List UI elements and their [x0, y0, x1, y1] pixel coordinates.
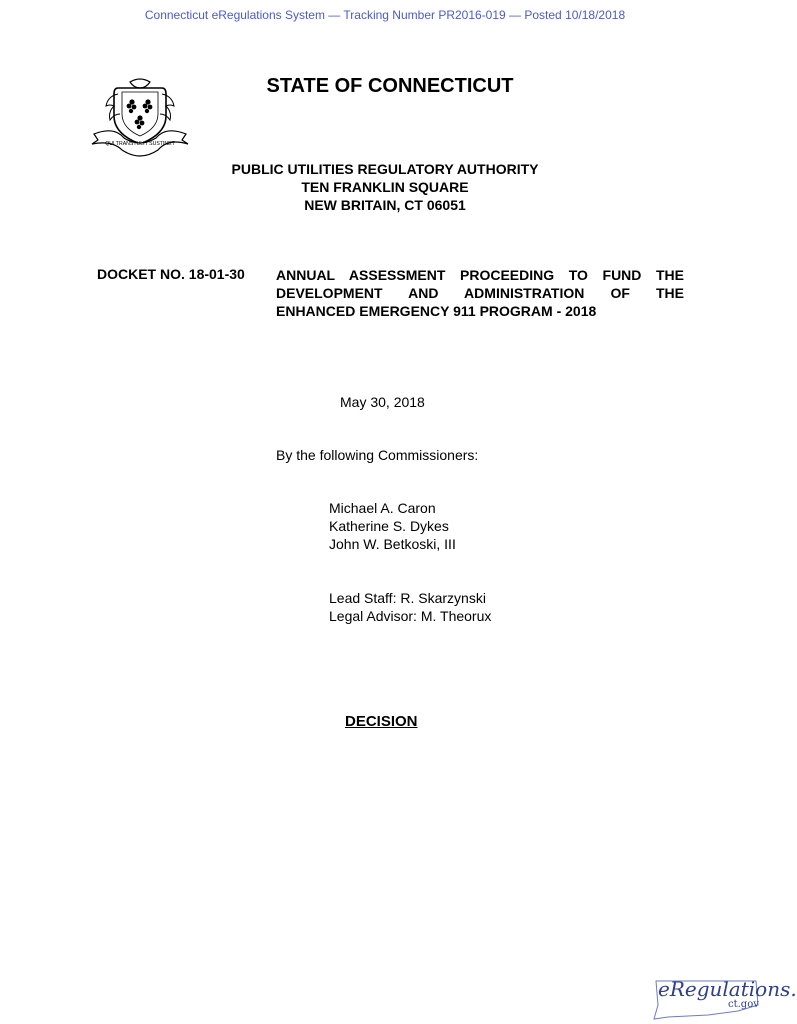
docket-title-line: DEVELOPMENT AND ADMINISTRATION OF THE — [276, 285, 684, 301]
eregulations-logo-text: eRegulations. — [658, 977, 797, 1001]
staff-list — [329, 589, 491, 625]
docket-title — [276, 266, 684, 320]
docket-number: DOCKET NO. 18-01-30 — [97, 266, 245, 282]
state-seal-icon — [92, 76, 188, 160]
eregulations-logo-sub: ct.gov — [728, 999, 759, 1010]
eregulations-logo[interactable] — [644, 975, 797, 1019]
docket-title-line: ENHANCED EMERGENCY 911 PROGRAM - 2018 — [276, 303, 597, 319]
commissioner-name: John W. Betkoski, III — [329, 536, 456, 552]
authority-city: NEW BRITAIN, CT 06051 — [304, 197, 466, 213]
decision-date: May 30, 2018 — [340, 394, 425, 410]
authority-name: PUBLIC UTILITIES REGULATORY AUTHORITY — [231, 161, 539, 177]
authority-street: TEN FRANKLIN SQUARE — [301, 179, 469, 195]
commissioners-intro: By the following Commissioners: — [276, 447, 479, 463]
decision-heading: DECISION — [345, 713, 418, 730]
seal-motto: QUI TRANSTULIT SUSTINET — [105, 141, 175, 147]
lead-staff: Lead Staff: R. Skarzynski — [329, 590, 486, 606]
commissioners-list — [329, 499, 456, 553]
commissioner-name: Michael A. Caron — [329, 500, 436, 516]
commissioner-name: Katherine S. Dykes — [329, 518, 449, 534]
legal-advisor: Legal Advisor: M. Theorux — [329, 608, 492, 624]
page-title: STATE OF CONNECTICUT — [266, 75, 514, 97]
tracking-header: Connecticut eRegulations System — Tracking Number PR2016-019 — Posted 10/18/2018 — [144, 8, 626, 22]
docket-title-line: ANNUAL ASSESSMENT PROCEEDING TO FUND THE — [276, 267, 684, 283]
